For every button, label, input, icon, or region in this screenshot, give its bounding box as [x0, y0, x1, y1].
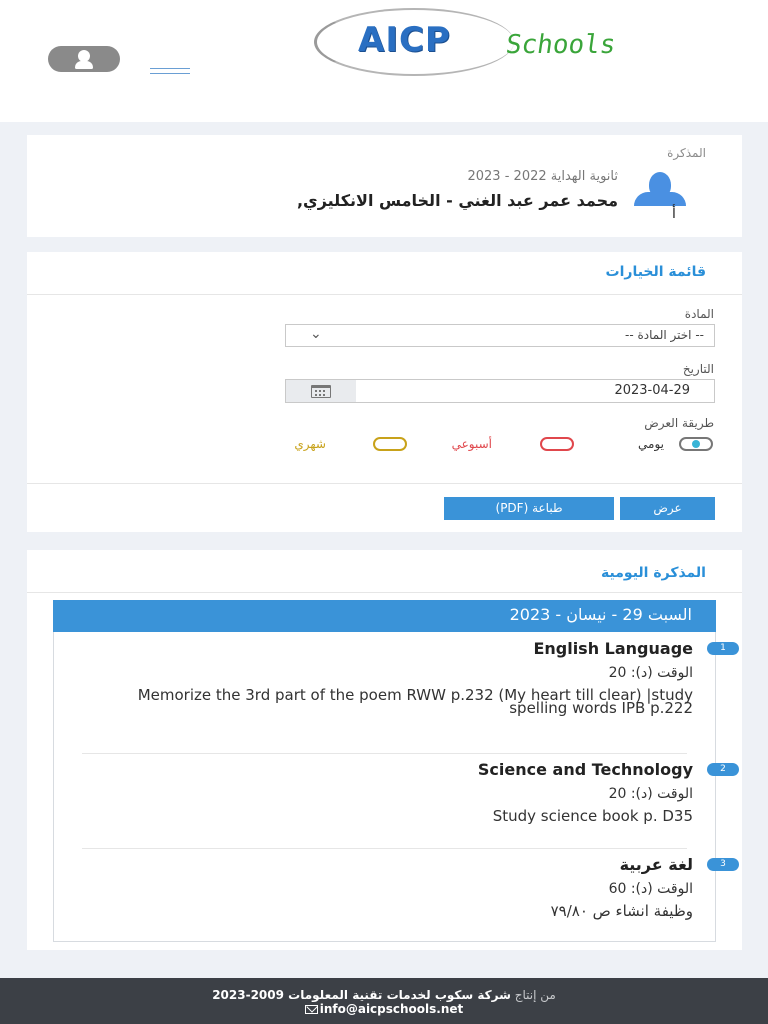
options-divider-bottom — [27, 483, 742, 484]
options-divider-top — [27, 294, 742, 295]
radio-monthly-label[interactable]: شهري — [294, 437, 326, 451]
entry-subject: لغة عربية — [619, 855, 693, 874]
subject-select-value: -- اختر المادة -- — [625, 328, 704, 342]
daily-divider — [27, 592, 742, 593]
student-avatar-icon — [632, 172, 688, 206]
entry-subject: Science and Technology — [477, 760, 693, 779]
entry-time: الوقت (د): 20 — [608, 786, 693, 802]
radio-selected-dot — [692, 440, 700, 448]
day-panel — [53, 600, 726, 942]
footer — [0, 978, 768, 1024]
entry-separator — [82, 848, 687, 849]
footer-email-link[interactable]: info@aicpschools.net — [319, 1002, 464, 1016]
footer-contact — [0, 1002, 768, 1016]
date-input[interactable]: 2023-04-29 — [614, 383, 690, 398]
entry-description: Study science book p. D35 — [492, 807, 693, 825]
radio-daily-label[interactable]: يومي — [638, 437, 664, 451]
list-item — [93, 855, 726, 920]
daily-notes-title: المذكرة اليومية — [601, 565, 706, 581]
menu-toggle-icon[interactable] — [150, 68, 190, 80]
entry-time: الوقت (د): 20 — [608, 665, 693, 681]
list-item — [93, 639, 726, 717]
entry-number-badge: 2 — [707, 763, 739, 776]
radio-weekly-label[interactable]: أسبوعي — [451, 437, 492, 451]
subject-select[interactable] — [285, 324, 715, 347]
radio-daily[interactable] — [679, 437, 713, 451]
entry-time: الوقت (د): 60 — [608, 881, 693, 897]
entry-number-badge: 3 — [707, 858, 739, 871]
day-heading: السبت 29 - نيسان - 2023 — [53, 600, 716, 632]
entry-description: Memorize the 3rd part of the poem RWW p.232 (My heart till clear) |study spelling words IPB p.222 — [137, 686, 693, 717]
aicp-schools-logo[interactable] — [312, 6, 732, 80]
footer-credit — [0, 988, 768, 1002]
entry-separator — [82, 753, 687, 754]
view-mode-label: طريقة العرض — [644, 416, 714, 430]
calendar-button[interactable] — [286, 380, 356, 402]
footer-company-link[interactable]: شركة سكوب لخدمات تقنية المعلومات 2009-2023 — [212, 988, 511, 1002]
entry-subject: English Language — [533, 639, 693, 658]
footer-prefix: من إنتاج — [514, 988, 556, 1002]
subject-label: المادة — [684, 307, 714, 321]
calendar-icon — [311, 385, 331, 398]
top-header — [0, 0, 768, 122]
student-class-letter: أ — [672, 206, 676, 222]
print-pdf-button[interactable]: طباعة (PDF) — [444, 497, 614, 520]
show-button[interactable]: عرض — [620, 497, 715, 520]
options-card — [27, 252, 742, 532]
user-icon-body — [75, 61, 93, 69]
options-title: قائمة الخيارات — [605, 264, 706, 280]
view-mode-group — [27, 434, 742, 456]
daily-notes-card — [27, 550, 742, 950]
school-year: ثانوية الهداية 2022 - 2023 — [467, 169, 618, 184]
date-label: التاريخ — [682, 362, 714, 376]
entry-description: وظيفة انشاء ص ٧٩/٨٠ — [550, 902, 693, 920]
radio-monthly[interactable] — [373, 437, 407, 451]
section-label: المذكرة — [667, 146, 706, 160]
radio-weekly[interactable] — [540, 437, 574, 451]
logo-schools-text: Schools — [503, 30, 618, 60]
student-name: محمد عمر عبد الغني - الخامس الانكليزي, — [296, 191, 618, 210]
mail-icon — [305, 1005, 318, 1014]
date-field[interactable] — [285, 379, 715, 403]
user-menu-button[interactable] — [48, 46, 120, 72]
list-item — [93, 760, 726, 825]
logo-aicp-text: AICP — [358, 20, 451, 60]
chevron-down-icon: ⌄ — [310, 326, 322, 342]
entry-number-badge: 1 — [707, 642, 739, 655]
